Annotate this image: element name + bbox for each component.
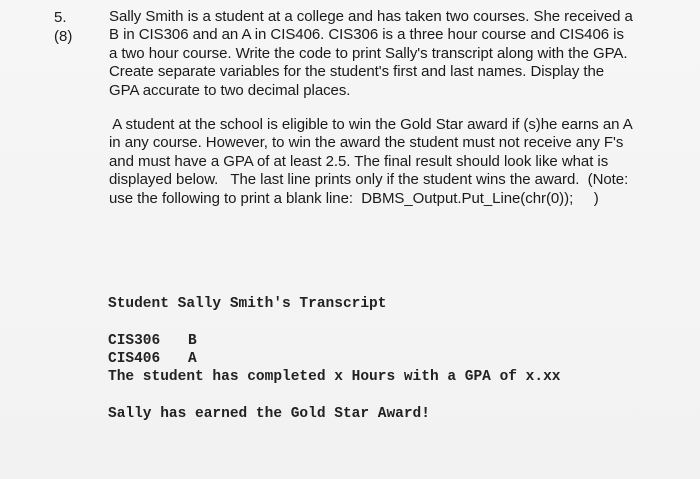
paragraph-line: use the following to print a blank line: DBMS_Output.Put_Line(chr(0)); ) <box>109 189 599 207</box>
question-number <box>54 8 72 46</box>
paragraph-line: and must have a GPA of at least 2.5. The final result should look like what is <box>109 152 609 170</box>
course-grade: B <box>188 333 197 349</box>
paragraph-line: displayed below. The last line prints only if the student wins the award. (Note: <box>109 171 629 189</box>
transcript-row <box>108 333 197 349</box>
question-points-label: (8) <box>54 28 73 45</box>
paragraph-line: Sally Smith is a student at a college and has taken two courses. She received a <box>109 8 633 25</box>
transcript-summary: The student has completed x Hours with a GPA of x.xx <box>108 369 561 385</box>
course-grade: A <box>188 351 197 367</box>
paragraph-line: Create separate variables for the student's first and last names. Display the <box>109 63 605 81</box>
paragraph-line: a two hour course. Write the code to print Sally's transcript along with the GPA. <box>109 44 628 62</box>
problem-paragraph-1 <box>109 8 695 100</box>
transcript-title: Student Sally Smith's Transcript <box>108 296 387 312</box>
paragraph-line: A student at the school is eligible to win the Gold Star award if (s)he earns an A <box>109 116 633 133</box>
paragraph-line: GPA accurate to two decimal places. <box>109 81 351 99</box>
problem-paragraph-2 <box>109 116 695 208</box>
award-message: Sally has earned the Gold Star Award! <box>108 406 430 422</box>
question-number-label: 5. <box>54 9 67 26</box>
course-code: CIS306 <box>108 333 161 349</box>
transcript-row <box>108 351 197 367</box>
paragraph-line: in any course. However, to win the award the student must not receive any F's <box>109 134 624 152</box>
paragraph-line: B in CIS306 and an A in CIS406. CIS306 is a three hour course and CIS406 is <box>109 26 624 44</box>
course-code: CIS406 <box>108 351 161 367</box>
